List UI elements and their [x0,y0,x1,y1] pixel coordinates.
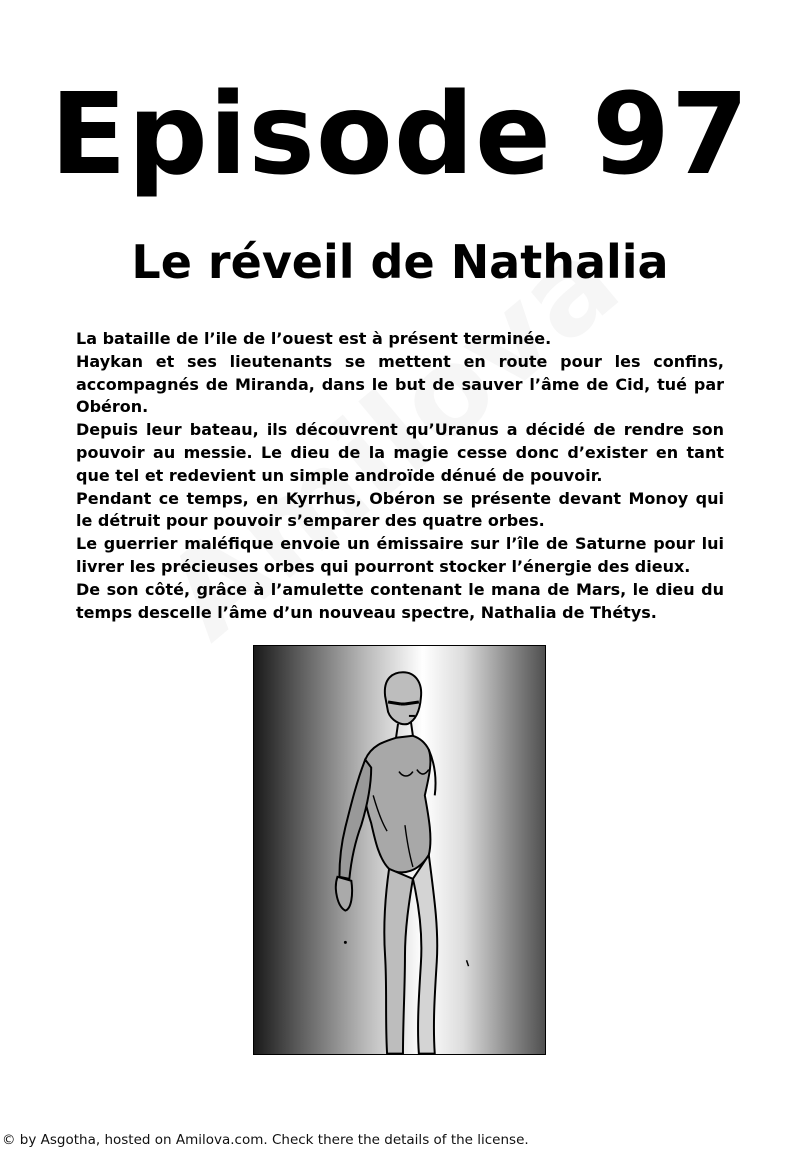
figure-right-leg [413,855,437,1054]
summary-paragraph: La bataille de l’ile de l’ouest est à présent terminée. [76,329,552,348]
summary-paragraph: Pendant ce temps, en Kyrrhus, Obéron se présente devant Monoy qui le détruit pour pouvoir s’emparer des quatre orbes. [76,488,724,531]
figure-head [385,672,421,724]
figure-illustration [254,646,545,1054]
comic-panel-illustration [253,645,546,1055]
summary-paragraph: Le guerrier maléfique envoie un émissaire sur l’île de Saturne pour lui livrer les précieuses orbes qui pourront stocker l’énergie des dieux. [76,534,724,576]
figure-torso [363,736,431,873]
episode-subtitle: Le réveil de Nathalia [131,235,669,289]
figure-left-arm [339,760,371,879]
summary-paragraph: Haykan et ses lieutenants se mettent en route pour les confins, accompagnés de Miranda, dans le but de sauver l’âme de Cid, tué par Obéron. [76,351,724,417]
license-footer: © by Asgotha, hosted on Amilova.com. Check there the details of the license. [2,1132,529,1148]
figure-left-leg [384,869,413,1054]
episode-title: Episode 97 [50,70,750,200]
figure-hand [336,877,352,911]
summary-paragraph: De son côté, grâce à l’amulette contenant le mana de Mars, le dieu du temps descelle l’âme d’un nouveau spectre, Nathalia de Thétys. [76,579,724,622]
summary-paragraph: Depuis leur bateau, ils découvrent qu’Uranus a décidé de rendre son pouvoir au messie. Le dieu de la magie cesse donc d’exister en tant que tel et redevient un simple androïde dénué de pouvoir. [76,420,724,485]
episode-summary [76,328,724,624]
